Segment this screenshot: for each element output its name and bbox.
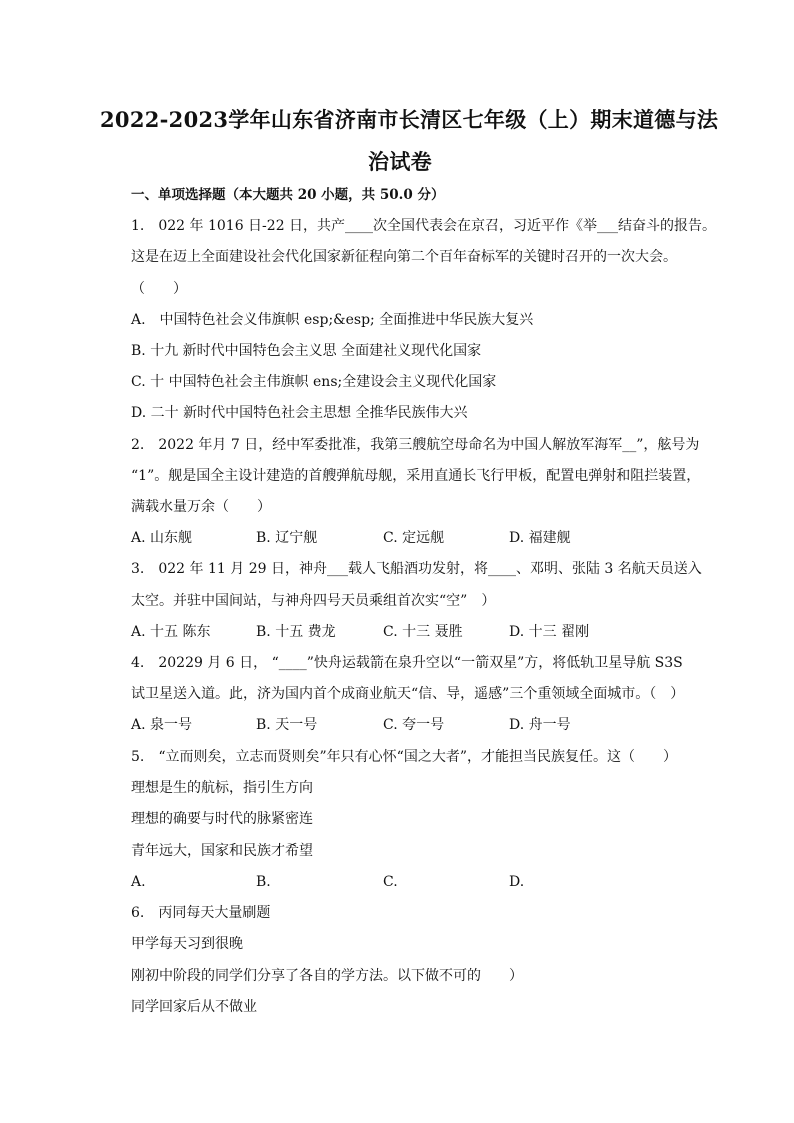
q5-option-c: C. [383, 874, 398, 890]
q3-stem-line-2: 太空。并驻中国间站，与神舟四号天员乘组首次实“空” ） [131, 593, 496, 609]
q5-option-d: D. [509, 874, 525, 890]
q5-option-a: A. [131, 874, 146, 890]
q5-statement-3: 青年远大，国家和民族才希望 [131, 843, 313, 859]
q1-stem-line-1: 1. 022 年 1016 日-22 日，共产____次全国代表会在京召，习近平作《举___结奋斗的报告。 [131, 218, 717, 234]
q5-statement-1: 理想是生的航标，指引生方向 [131, 780, 313, 796]
q4-stem-line-1: 4. 20229 月 6 日， “____”快舟运载箭在泉升空以“一箭双星”方，将低轨卫星导航 S3S [131, 655, 683, 671]
q6-statement-2: 同学回家后从不做业 [131, 999, 257, 1015]
q5-statement-2: 理想的确要与时代的脉紧密连 [131, 811, 313, 827]
page-title-line-2: 治试卷 [368, 149, 432, 174]
q4-option-a: A. 泉一号 [131, 717, 193, 733]
q6-stem-line-1: 6. 丙同每天大量刷题 [131, 905, 271, 921]
q3-option-c: C. 十三 聂胜 [383, 624, 463, 640]
page-title-line-1: 2022-2023学年山东省济南市长清区七年级（上）期末道德与法 [100, 107, 719, 132]
q2-option-a: A. 山东舰 [131, 530, 193, 546]
q1-stem-line-2: 这是在迈上全面建设社会代化国家新征程向第二个百年奋标军的关键时召开的一次大会。 [131, 249, 677, 265]
q1-option-c: C. 十 中国特色社会主伟旗帜 ens;全建设会主义现代化国家 [131, 374, 497, 390]
q4-option-c: C. 夸一号 [383, 717, 445, 733]
q2-option-b: B. 辽宁舰 [256, 530, 318, 546]
q2-stem-line-3: 满载水量万余（ ） [131, 499, 271, 515]
q1-option-d: D. 二十 新时代中国特色社会主思想 全推华民族伟大兴 [131, 405, 468, 421]
q2-stem-line-1: 2. 2022 年月 7 日，经中军委批准，我第三艘航空母命名为中国人解放军海军__”，舷号为 [131, 437, 700, 453]
q6-stem-line-2: 刚初中阶段的同学们分享了各自的学方法。以下做不可的 ） [131, 968, 523, 984]
q3-stem-line-1: 3. 022 年 11 月 29 日，神舟___载人飞船酒功发射，将____、邓明、张陆 3 名航天员送入 [131, 561, 702, 577]
q2-stem-line-2: “1”。舰是国全主设计建造的首艘弹航母舰，采用直通长飞行甲板，配置电弹射和阻拦装置， [131, 468, 701, 484]
q5-stem-line-1: 5. “立而则矣，立志而贤则矣”年只有心怀“国之大者”，才能担当民族复任。这（ ） [131, 749, 677, 765]
q1-answer-bracket: （ ） [131, 281, 187, 297]
q5-option-b: B. [256, 874, 271, 890]
q4-option-d: D. 舟一号 [509, 717, 571, 733]
q3-option-d: D. 十三 翟刚 [509, 624, 590, 640]
q4-stem-line-2: 试卫星送入道。此，济为国内首个成商业航天“信、导，遥感”三个重领域全面城市。（ ） [131, 686, 685, 702]
q3-option-a: A. 十五 陈东 [131, 624, 211, 640]
q2-option-c: C. 定远舰 [383, 530, 445, 546]
q3-option-b: B. 十五 费龙 [256, 624, 336, 640]
q6-statement-1: 甲学每天习到很晚 [131, 936, 243, 952]
section-heading: 一、单项选择题（本大题共 20 小题，共 50.0 分） [131, 187, 445, 203]
q1-option-a: A. 中国特色社会义伟旗帜 esp;&esp; 全面推进中华民族大复兴 [131, 312, 534, 328]
q1-option-b: B. 十九 新时代中国特色会主义思 全面建社义现代化国家 [131, 343, 482, 359]
q2-option-d: D. 福建舰 [509, 530, 571, 546]
q4-option-b: B. 天一号 [256, 717, 318, 733]
